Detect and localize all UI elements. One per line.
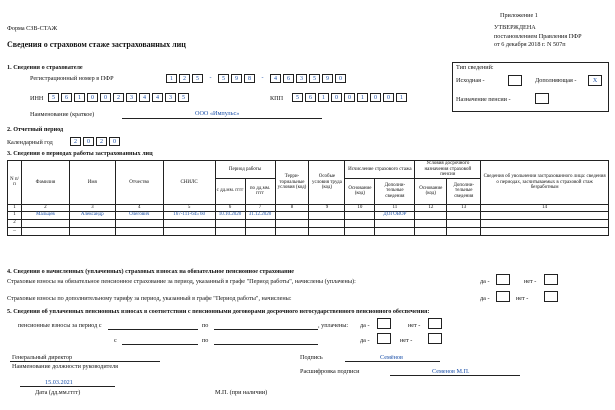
section5-no2-checkbox[interactable] xyxy=(428,333,442,344)
row-calc-basis[interactable] xyxy=(345,211,375,219)
section4-yes2-label: да - xyxy=(480,295,490,302)
section5-period-label: пенсионные взносы за период с xyxy=(18,322,102,329)
section3-heading: 3. Сведения о периодах работы застрахованных лиц xyxy=(7,150,153,157)
row-cell[interactable] xyxy=(215,227,245,235)
section5-from2-line[interactable] xyxy=(122,344,198,345)
row-cell[interactable] xyxy=(215,219,245,227)
col-period: Период работы xyxy=(215,161,275,179)
director-position[interactable]: Генеральный директор xyxy=(12,354,73,361)
cell[interactable]: 5 xyxy=(292,93,303,102)
col-number: 13 xyxy=(447,204,481,211)
table-row xyxy=(8,211,609,219)
row-num: 2 xyxy=(8,219,22,227)
col-snils: СНИЛС xyxy=(163,161,215,205)
cell[interactable]: 6 xyxy=(305,93,316,102)
section5-to2-line[interactable] xyxy=(214,344,318,345)
section5-yes2-checkbox[interactable] xyxy=(377,333,391,344)
signature-value[interactable]: Семёнов xyxy=(380,354,403,361)
row-early-extra[interactable] xyxy=(447,211,481,219)
section4-no2-label: нет - xyxy=(516,295,529,302)
reg-number-label: Регистрационный номер в ПФР xyxy=(30,75,114,82)
cell[interactable]: - xyxy=(261,75,264,81)
supplement-label: Дополняющая - xyxy=(535,77,577,84)
col-territorial: Терри-ториальные условия (код) xyxy=(275,161,309,205)
col-number: 3 xyxy=(69,204,115,211)
col-number: 9 xyxy=(309,204,345,211)
supplement-checkbox[interactable]: X xyxy=(588,75,602,86)
row-cell[interactable] xyxy=(21,227,69,235)
cell[interactable]: 2 xyxy=(179,74,190,83)
section5-heading: 5. Сведения об уплаченных пенсионных взносах в соответствии с пенсионными договорами досрочного негосударственного пенсионного обеспечения: xyxy=(7,308,430,315)
date-value[interactable]: 15.03.2021 xyxy=(45,379,73,386)
col-dismissal: Сведения об увольнении застрахованного лица: сведения о периодах, засчитываемых в страховой стаж безработным xyxy=(481,161,609,205)
cell[interactable]: 5 xyxy=(218,74,229,83)
row-to[interactable]: 31.12.2020 xyxy=(245,211,275,219)
row-cell[interactable] xyxy=(481,227,609,235)
year-label: Календарный год xyxy=(7,139,53,146)
row-surname[interactable]: Мальцев xyxy=(21,211,69,219)
row-cell[interactable] xyxy=(345,227,375,235)
row-cell[interactable] xyxy=(309,219,345,227)
cell[interactable]: 0 xyxy=(370,93,381,102)
section4-no2-checkbox[interactable] xyxy=(544,291,558,302)
row-cell[interactable] xyxy=(275,227,309,235)
company-name-label: Наименование (краткое) xyxy=(30,111,95,118)
pension-checkbox[interactable] xyxy=(535,93,549,104)
section5-c-label: с xyxy=(114,337,117,344)
date-caption: Дата (дд.мм.гггг) xyxy=(35,389,81,396)
col-early: Условия досрочного назначения страховой пенсии xyxy=(415,161,481,179)
cell[interactable]: 2 xyxy=(96,137,107,146)
col-number: 6 xyxy=(215,204,245,211)
cell[interactable]: 1 xyxy=(166,74,177,83)
cell[interactable]: 0 xyxy=(109,137,120,146)
page-title: Сведения о страховом стаже застрахованных лиц xyxy=(7,40,186,49)
col-surname: Фамилия xyxy=(21,161,69,205)
section2-heading: 2. Отчетный период xyxy=(7,126,64,133)
cell[interactable]: 1 xyxy=(318,93,329,102)
kpp-cells[interactable] xyxy=(292,93,409,102)
cell[interactable]: 3 xyxy=(165,93,176,102)
inn-cells[interactable] xyxy=(48,93,191,102)
col-number: 12 xyxy=(415,204,447,211)
section1-heading: 1. Сведения о страхователе xyxy=(7,64,83,71)
col-number: 4 xyxy=(115,204,163,211)
company-name-line xyxy=(122,118,322,119)
reg-number-cells[interactable] xyxy=(166,74,348,83)
row-from[interactable]: 10.10.2020 xyxy=(215,211,245,219)
col-period-to: по дд.мм. гггг xyxy=(245,178,275,204)
cell[interactable]: 8 xyxy=(244,74,255,83)
cell[interactable]: 6 xyxy=(61,93,72,102)
form-name: Форма СЗВ-СТАЖ xyxy=(7,25,58,32)
cell[interactable]: 0 xyxy=(331,93,342,102)
cell[interactable]: 1 xyxy=(74,93,85,102)
cell[interactable]: 4 xyxy=(270,74,281,83)
row-cell[interactable] xyxy=(275,219,309,227)
company-name-value[interactable]: ООО «Импульс» xyxy=(195,110,240,117)
row-patronymic[interactable]: Олегович xyxy=(115,211,163,219)
position-caption: Наименование должности руководителя xyxy=(12,363,119,370)
col-number: 7 xyxy=(245,204,275,211)
section5-yes-checkbox[interactable] xyxy=(377,318,391,329)
row-cell[interactable] xyxy=(447,219,481,227)
signature-label: Подпись xyxy=(300,354,323,361)
cell[interactable]: 6 xyxy=(283,74,294,83)
info-type-heading: Тип сведений: xyxy=(456,64,494,71)
cell[interactable]: 1 xyxy=(396,93,407,102)
table-row xyxy=(8,227,609,235)
cell[interactable]: 5 xyxy=(48,93,59,102)
col-early-basis: Основание (код) xyxy=(415,178,447,204)
section5-po2-label: по xyxy=(202,337,209,344)
col-special: Особые условия труда (код) xyxy=(309,161,345,205)
section5-from-line[interactable] xyxy=(108,329,198,330)
row-cell[interactable] xyxy=(375,227,415,235)
col-number: 1 xyxy=(8,204,22,211)
section4-yes-label: да - xyxy=(480,278,490,285)
cell[interactable]: 0 xyxy=(344,93,355,102)
stamp-label: М.П. (при наличии) xyxy=(215,389,268,396)
cell[interactable]: 5 xyxy=(309,74,320,83)
cell[interactable]: 2 xyxy=(113,93,124,102)
col-number: 11 xyxy=(375,204,415,211)
section5-yes-label: да - xyxy=(360,322,370,329)
row-cell[interactable] xyxy=(163,219,215,227)
cell[interactable]: - xyxy=(209,75,212,81)
col-number: 2 xyxy=(21,204,69,211)
section5-paid-label: , уплачены: xyxy=(318,322,349,329)
row-cell[interactable] xyxy=(375,219,415,227)
row-territorial[interactable] xyxy=(275,211,309,219)
inn-label: ИНН xyxy=(30,95,44,102)
table-row xyxy=(8,219,609,227)
initial-checkbox[interactable] xyxy=(508,75,522,86)
cell[interactable]: 0 xyxy=(83,137,94,146)
cell[interactable]: 4 xyxy=(152,93,163,102)
cell[interactable]: 1 xyxy=(357,93,368,102)
row-cell[interactable] xyxy=(245,219,275,227)
section5-po-label: по xyxy=(202,322,209,329)
row-special[interactable] xyxy=(309,211,345,219)
cell[interactable]: 5 xyxy=(192,74,203,83)
section4-yes-checkbox[interactable] xyxy=(496,274,510,285)
approved-label: УТВЕРЖДЕНА xyxy=(494,24,536,31)
col-patronymic: Отчество xyxy=(115,161,163,205)
row-cell[interactable] xyxy=(245,227,275,235)
row-cell[interactable] xyxy=(309,227,345,235)
kpp-label: КПП xyxy=(270,95,284,102)
cell[interactable]: 0 xyxy=(335,74,346,83)
col-calc-extra: Дополни-тельные сведения xyxy=(375,178,415,204)
section5-no-label: нет - xyxy=(408,322,421,329)
work-periods-table xyxy=(7,160,609,236)
row-cell[interactable] xyxy=(21,219,69,227)
section5-no-checkbox[interactable] xyxy=(428,318,442,329)
cell[interactable]: 4 xyxy=(139,93,150,102)
cell[interactable]: 9 xyxy=(231,74,242,83)
cell[interactable]: 0 xyxy=(100,93,111,102)
section4-line2: Страховые взносы по дополнительному тарифу за период, указанный в графе "Период работы", начислены: xyxy=(7,295,292,302)
col-early-extra: Дополни-тельные сведения xyxy=(447,178,481,204)
pension-label: Назначение пенсии - xyxy=(456,96,511,103)
signature-line xyxy=(345,361,440,362)
section5-to-line[interactable] xyxy=(214,329,318,330)
row-dismissal[interactable] xyxy=(481,211,609,219)
decode-line xyxy=(390,375,520,376)
decode-label: Расшифровка подписи xyxy=(300,368,360,375)
col-number: 10 xyxy=(345,204,375,211)
col-calc-stage: Исчисление страхового стажа xyxy=(345,161,415,179)
decode-value[interactable]: Семенов М.П. xyxy=(432,368,470,375)
cell[interactable]: 9 xyxy=(322,74,333,83)
cell[interactable]: 0 xyxy=(383,93,394,102)
row-cell[interactable] xyxy=(415,219,447,227)
row-num: ... xyxy=(8,227,22,235)
decree-line1: постановлением Правления ПФР xyxy=(494,33,582,40)
cell[interactable]: 0 xyxy=(87,93,98,102)
col-num: N п/п xyxy=(8,161,22,205)
cell[interactable]: 2 xyxy=(70,137,81,146)
col-number: 8 xyxy=(275,204,309,211)
row-cell[interactable] xyxy=(163,227,215,235)
date-line xyxy=(20,386,115,387)
col-number: 5 xyxy=(163,204,215,211)
section4-line1: Страховые взносы на обязательное пенсионное страхование за период, указанный в графе "Период работы", начислены (уплачены): xyxy=(7,278,356,285)
row-cell[interactable] xyxy=(481,219,609,227)
decree-line2: от 6 декабря 2018 г. N 507п xyxy=(494,41,566,48)
row-cell[interactable] xyxy=(345,219,375,227)
row-early-basis[interactable] xyxy=(415,211,447,219)
section4-heading: 4. Сведения о начисленных (уплаченных) страховых взносах на обязательное пенсионное страхование xyxy=(7,268,295,275)
section4-yes2-checkbox[interactable] xyxy=(496,291,510,302)
year-cells[interactable] xyxy=(70,137,122,146)
row-name[interactable]: Александр xyxy=(69,211,115,219)
section5-no2-label: нет - xyxy=(400,337,413,344)
col-period-from: с дд.мм. гггг xyxy=(215,178,245,204)
row-cell[interactable] xyxy=(115,227,163,235)
row-snils[interactable]: 167-111-645 60 xyxy=(163,211,215,219)
row-cell[interactable] xyxy=(69,219,115,227)
col-name: Имя xyxy=(69,161,115,205)
cell[interactable]: 3 xyxy=(296,74,307,83)
appendix-label: Приложение 1 xyxy=(500,12,538,19)
position-line xyxy=(10,361,160,362)
row-cell[interactable] xyxy=(115,219,163,227)
cell[interactable]: 5 xyxy=(178,93,189,102)
row-cell[interactable] xyxy=(447,227,481,235)
section5-yes2-label: да - xyxy=(360,337,370,344)
row-cell[interactable] xyxy=(69,227,115,235)
cell[interactable]: 3 xyxy=(126,93,137,102)
col-calc-basis: Основание (код) xyxy=(345,178,375,204)
section4-no-checkbox[interactable] xyxy=(544,274,558,285)
section4-no-label: нет - xyxy=(524,278,537,285)
initial-label: Исходная - xyxy=(456,77,485,84)
row-calc-extra[interactable]: ДОГОВОР xyxy=(375,211,415,219)
col-number: 14 xyxy=(481,204,609,211)
row-cell[interactable] xyxy=(415,227,447,235)
row-num: 1 xyxy=(8,211,22,219)
